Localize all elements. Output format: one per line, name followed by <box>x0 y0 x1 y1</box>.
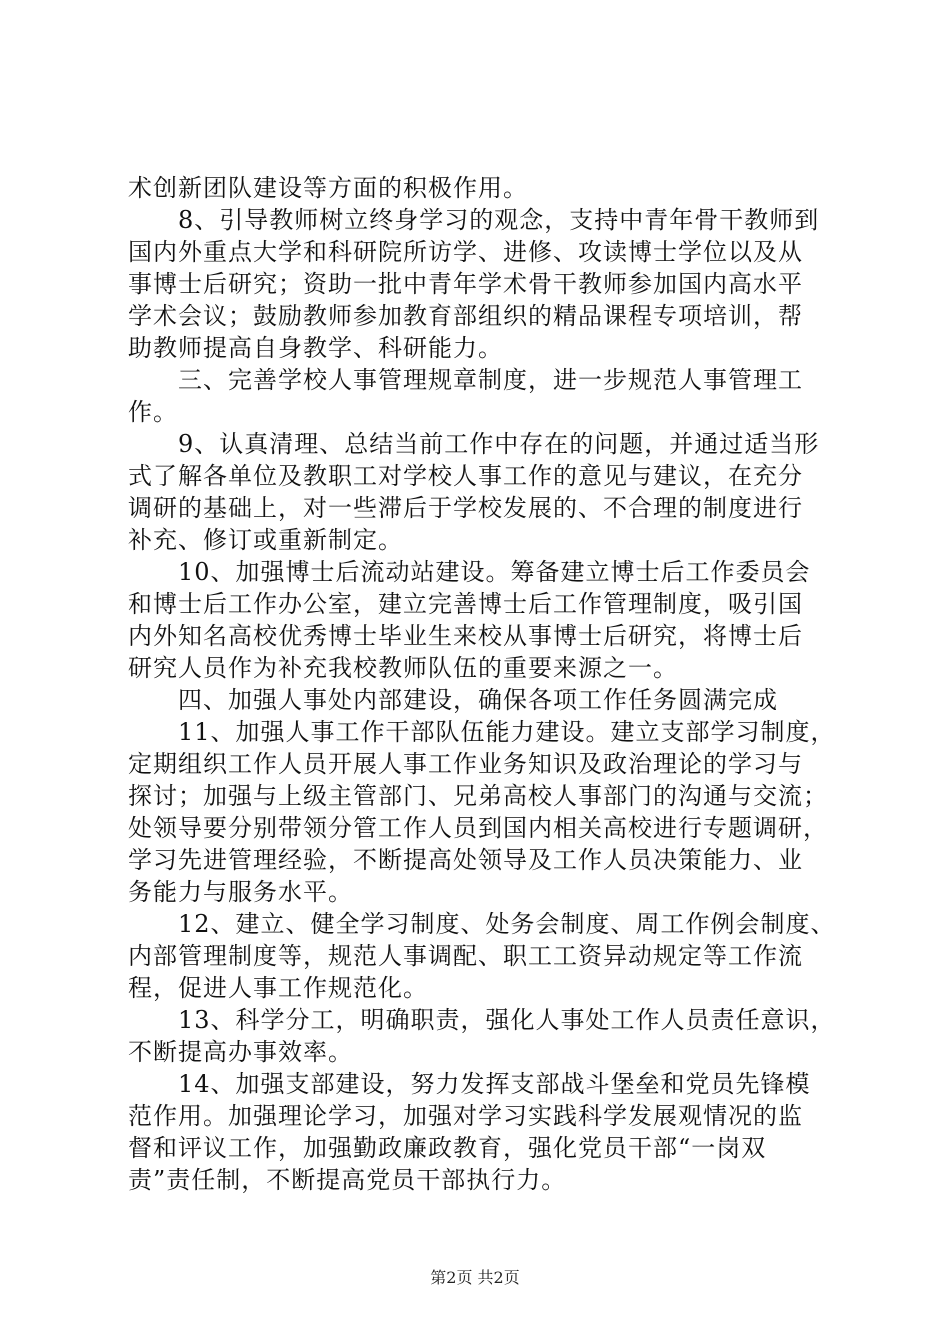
section-heading-line: 三、完善学校人事管理规章制度，进一步规范人事管理工 <box>128 366 803 394</box>
text-line: 式了解各单位及教职工对学校人事工作的意见与建议，在充分 <box>128 462 803 490</box>
text-line: 8、引导教师树立终身学习的观念，支持中青年骨干教师到 <box>128 206 820 234</box>
text-line: 14、加强支部建设，努力发挥支部战斗堡垒和党员先锋模 <box>128 1070 811 1098</box>
text-line: 范作用。加强理论学习，加强对学习实践科学发展观情况的监 <box>128 1102 803 1130</box>
document-body <box>128 172 848 1196</box>
text-line: 定期组织工作人员开展人事工作业务知识及政治理论的学习与 <box>128 750 803 778</box>
text-line: 12、建立、健全学习制度、处务会制度、周工作例会制度、 <box>128 910 836 938</box>
text-line: 10、加强博士后流动站建设。筹备建立博士后工作委员会 <box>128 558 811 586</box>
text-line: 程，促进人事工作规范化。 <box>128 974 428 1002</box>
text-line: 调研的基础上，对一些滞后于学校发展的、不合理的制度进行 <box>128 494 803 522</box>
text-line: 督和评议工作，加强勤政廉政教育，强化党员干部“一岗双 <box>128 1134 767 1162</box>
text-line: 补充、修订或重新制定。 <box>128 526 403 554</box>
text-line: 国内外重点大学和科研院所访学、进修、攻读博士学位以及从 <box>128 238 803 266</box>
text-line: 探讨；加强与上级主管部门、兄弟高校人事部门的沟通与交流； <box>128 782 828 810</box>
section-heading-line: 四、加强人事处内部建设，确保各项工作任务圆满完成 <box>128 686 778 714</box>
text-line: 研究人员作为补充我校教师队伍的重要来源之一。 <box>128 654 678 682</box>
text-line: 责”责任制，不断提高党员干部执行力。 <box>128 1166 567 1194</box>
text-line: 学习先进管理经验，不断提高处领导及工作人员决策能力、业 <box>128 846 803 874</box>
text-line: 不断提高办事效率。 <box>128 1038 353 1066</box>
text-line: 务能力与服务水平。 <box>128 878 353 906</box>
text-line: 事博士后研究；资助一批中青年学术骨干教师参加国内高水平 <box>128 270 803 298</box>
text-line: 13、科学分工，明确职责，强化人事处工作人员责任意识， <box>128 1006 836 1034</box>
text-line: 内部管理制度等，规范人事调配、职工工资异动规定等工作流 <box>128 942 803 970</box>
text-line: 助教师提高自身教学、科研能力。 <box>128 334 503 362</box>
text-line: 处领导要分别带领分管工作人员到国内相关高校进行专题调研， <box>128 814 828 842</box>
text-line: 内外知名高校优秀博士毕业生来校从事博士后研究，将博士后 <box>128 622 803 650</box>
text-line: 学术会议；鼓励教师参加教育部组织的精品课程专项培训，帮 <box>128 302 803 330</box>
page-footer: 第2页 共2页 <box>430 1268 520 1287</box>
text-line: 术创新团队建设等方面的积极作用。 <box>128 174 528 202</box>
text-line: 11、加强人事工作干部队伍能力建设。建立支部学习制度， <box>128 718 836 746</box>
text-line: 9、认真清理、总结当前工作中存在的问题，并通过适当形 <box>128 430 820 458</box>
text-line: 和博士后工作办公室，建立完善博士后工作管理制度，吸引国 <box>128 590 803 618</box>
section-heading-line: 作。 <box>128 398 178 426</box>
